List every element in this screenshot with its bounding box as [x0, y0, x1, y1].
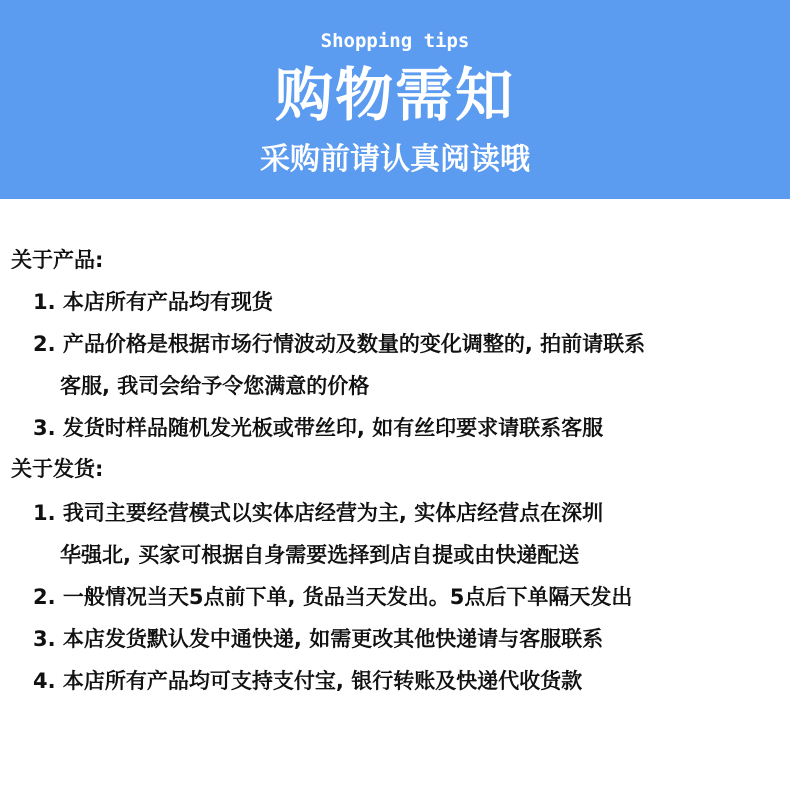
product-item-2-continued: 客服, 我司会给予令您满意的价格 [60, 374, 370, 398]
product-item-3: 3. 发货时样品随机发光板或带丝印, 如有丝印要求请联系客服 [33, 416, 604, 440]
banner-english-subtitle: Shopping tips [320, 30, 470, 52]
shipping-item-1: 1. 我司主要经营模式以实体店经营为主, 实体店经营点在深圳 [33, 501, 604, 525]
section-heading-products: 关于产品: [11, 248, 104, 272]
banner-title: 购物需知 [274, 61, 515, 129]
shipping-item-1-continued: 华强北, 买家可根据自身需要选择到店自提或由快递配送 [60, 543, 580, 567]
product-item-1: 1. 本店所有产品均有现货 [33, 290, 273, 314]
header-banner [0, 0, 790, 199]
section-heading-shipping: 关于发货: [11, 457, 104, 481]
banner-subtitle: 采购前请认真阅读哦 [260, 142, 530, 177]
shipping-item-2: 2. 一般情况当天5点前下单, 货品当天发出。5点后下单隔天发出 [33, 585, 633, 609]
shipping-item-3: 3. 本店发货默认发中通快递, 如需更改其他快递请与客服联系 [33, 627, 604, 651]
product-item-2: 2. 产品价格是根据市场行情波动及数量的变化调整的, 拍前请联系 [33, 332, 646, 356]
shipping-item-4: 4. 本店所有产品均可支持支付宝, 银行转账及快递代收货款 [33, 669, 583, 693]
